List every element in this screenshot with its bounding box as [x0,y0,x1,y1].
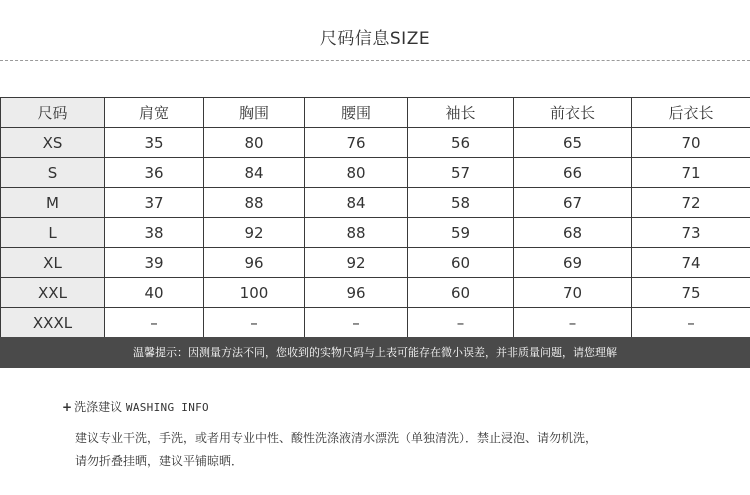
table-cell: 67 [514,188,632,218]
table-cell: 37 [105,188,204,218]
measurement-notice-bar: 温馨提示：因测量方法不同，您收到的实物尺码与上表可能存在微小误差，并非质量问题，请您理解 [0,337,750,368]
table-cell: 65 [514,128,632,158]
table-cell: – [514,308,632,338]
header-cell-front-length: 前衣长 [514,98,632,128]
header-cell-shoulder: 肩宽 [105,98,204,128]
table-cell: 71 [632,158,750,188]
size-cell: L [1,218,105,248]
table-cell: 40 [105,278,204,308]
header-cell-chest: 胸围 [204,98,305,128]
table-cell: 57 [408,158,514,188]
table-cell: – [204,308,305,338]
table-cell: 59 [408,218,514,248]
table-cell: 96 [305,278,408,308]
table-cell: 35 [105,128,204,158]
washing-heading [62,398,209,416]
table-cell: 39 [105,248,204,278]
table-cell: 36 [105,158,204,188]
table-cell: – [105,308,204,338]
table-cell: 92 [204,218,305,248]
table-cell: 56 [408,128,514,158]
table-cell: 70 [632,128,750,158]
table-cell: 88 [305,218,408,248]
size-cell: S [1,158,105,188]
table-row [1,188,750,218]
table-cell: 80 [204,128,305,158]
table-cell: 58 [408,188,514,218]
table-cell: 70 [514,278,632,308]
washing-heading-cn: 洗涤建议 [74,400,123,414]
table-cell: 68 [514,218,632,248]
table-row [1,158,750,188]
table-cell: 60 [408,278,514,308]
table-cell: 38 [105,218,204,248]
header-cell-waist: 腰围 [305,98,408,128]
washing-heading-en: WASHING INFO [125,401,209,414]
size-cell: M [1,188,105,218]
table-cell: 88 [204,188,305,218]
table-cell: 73 [632,218,750,248]
table-row [1,278,750,308]
table-row [1,128,750,158]
table-cell: 76 [305,128,408,158]
washing-line-2: 请勿折叠挂晒，建议平铺晾晒． [75,454,244,468]
table-cell: 100 [204,278,305,308]
table-cell: 72 [632,188,750,218]
table-cell: 74 [632,248,750,278]
header-cell-back-length: 后衣长 [632,98,750,128]
plus-icon: + [62,400,73,414]
washing-instructions [75,427,715,473]
washing-line-1: 建议专业干洗，手洗，或者用专业中性、酸性洗涤液清水漂洗（单独清洗）．禁止浸泡、请勿机洗， [75,431,598,445]
table-cell: 84 [204,158,305,188]
table-cell: 75 [632,278,750,308]
dashed-divider [0,60,750,61]
table-row [1,308,750,338]
table-cell: – [408,308,514,338]
table-cell: 60 [408,248,514,278]
table-cell: 80 [305,158,408,188]
header-cell-size: 尺码 [1,98,105,128]
size-cell: XXL [1,278,105,308]
table-cell: 96 [204,248,305,278]
header-cell-sleeve: 袖长 [408,98,514,128]
table-header-row [1,98,750,128]
size-table [0,97,750,338]
table-cell: 69 [514,248,632,278]
size-cell: XS [1,128,105,158]
table-cell: 92 [305,248,408,278]
table-cell: 84 [305,188,408,218]
table-cell: – [632,308,750,338]
table-cell: 66 [514,158,632,188]
size-cell: XXXL [1,308,105,338]
table-row [1,248,750,278]
table-row [1,218,750,248]
page-title: 尺码信息SIZE [319,29,431,49]
table-cell: – [305,308,408,338]
size-cell: XL [1,248,105,278]
